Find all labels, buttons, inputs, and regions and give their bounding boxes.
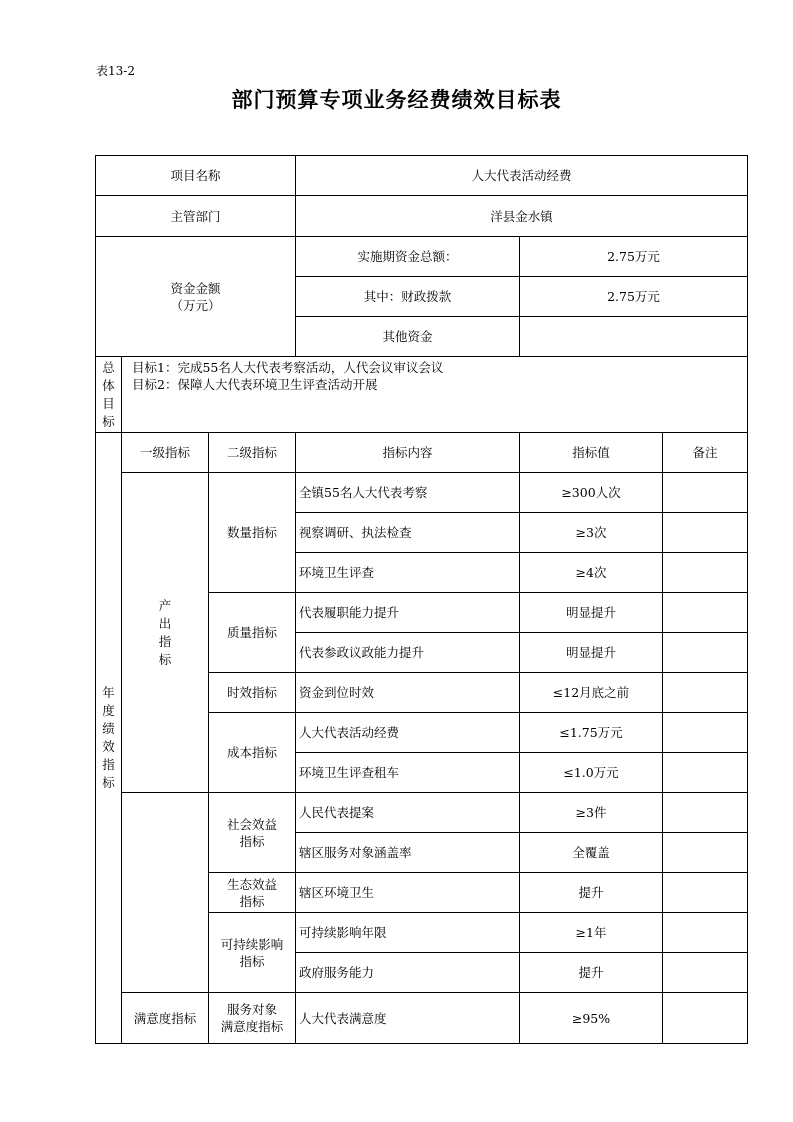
indicator-value: ≥95%	[520, 993, 663, 1044]
indicator-content: 人大代表满意度	[296, 993, 520, 1044]
indicator-remark	[663, 633, 748, 673]
service-satisfaction-label: 服务对象 满意度指标	[209, 993, 296, 1044]
sustain-label: 可持续影响 指标	[209, 913, 296, 993]
table-row	[96, 993, 748, 1044]
indicator-value: ≥1年	[520, 913, 663, 953]
cost-indicator-label: 成本指标	[209, 713, 296, 793]
indicator-content: 人民代表提案	[296, 793, 520, 833]
indicator-value: 提升	[520, 873, 663, 913]
indicator-remark	[663, 713, 748, 753]
table-number: 表13-2	[96, 64, 135, 78]
indicator-content: 政府服务能力	[296, 953, 520, 993]
indicator-remark	[663, 753, 748, 793]
header-level2: 二级指标	[209, 433, 296, 473]
funds-other-value	[520, 317, 748, 357]
indicator-value: 提升	[520, 953, 663, 993]
eco-benefit-label: 生态效益 指标	[209, 873, 296, 913]
indicator-value: ≥4次	[520, 553, 663, 593]
header-value: 指标值	[520, 433, 663, 473]
goal-2: 目标2：保障人大代表环境卫生评查活动开展	[132, 377, 378, 392]
funds-other-label: 其他资金	[296, 317, 520, 357]
quantity-indicator-label: 数量指标	[209, 473, 296, 593]
indicator-value: ≥300人次	[520, 473, 663, 513]
table-row	[96, 473, 748, 513]
social-benefit-label: 社会效益 指标	[209, 793, 296, 873]
indicator-header-row	[96, 433, 748, 473]
indicator-remark	[663, 913, 748, 953]
department-row	[96, 196, 748, 237]
timeliness-indicator-label: 时效指标	[209, 673, 296, 713]
indicator-content: 辖区服务对象涵盖率	[296, 833, 520, 873]
project-row	[96, 156, 748, 196]
indicator-remark	[663, 953, 748, 993]
indicator-content: 全镇55名人大代表考察	[296, 473, 520, 513]
indicator-content: 视察调研、执法检查	[296, 513, 520, 553]
indicator-remark	[663, 473, 748, 513]
indicator-value: 明显提升	[520, 633, 663, 673]
indicator-content: 代表履职能力提升	[296, 593, 520, 633]
header-content: 指标内容	[296, 433, 520, 473]
quality-indicator-label: 质量指标	[209, 593, 296, 673]
project-name-value: 人大代表活动经费	[296, 156, 748, 196]
funds-total-label: 实施期资金总额：	[296, 237, 520, 277]
indicator-value: ≤1.75万元	[520, 713, 663, 753]
indicator-content: 环境卫生评查	[296, 553, 520, 593]
header-remark: 备注	[663, 433, 748, 473]
funds-total-row	[96, 237, 748, 277]
table-row	[96, 793, 748, 833]
indicator-content: 可持续影响年限	[296, 913, 520, 953]
funds-fiscal-label: 其中：财政拨款	[296, 277, 520, 317]
indicator-content: 人大代表活动经费	[296, 713, 520, 753]
indicator-remark	[663, 513, 748, 553]
indicator-value: ≥3次	[520, 513, 663, 553]
indicator-remark	[663, 593, 748, 633]
annual-indicators-label: 年度绩效指标	[96, 433, 122, 1044]
indicator-remark	[663, 553, 748, 593]
indicator-remark	[663, 873, 748, 913]
department-value: 洋县金水镇	[296, 196, 748, 237]
indicator-value: 明显提升	[520, 593, 663, 633]
funds-total-value: 2.75万元	[520, 237, 748, 277]
indicator-content: 辖区环境卫生	[296, 873, 520, 913]
indicator-value: ≤12月底之前	[520, 673, 663, 713]
satisfaction-indicator-label: 满意度指标	[122, 993, 209, 1044]
indicator-content: 环境卫生评查租车	[296, 753, 520, 793]
indicator-content: 代表参政议政能力提升	[296, 633, 520, 673]
goals-label: 总体目标	[96, 357, 122, 433]
indicator-remark	[663, 993, 748, 1044]
department-label: 主管部门	[96, 196, 296, 237]
header-level1: 一级指标	[122, 433, 209, 473]
indicator-remark	[663, 673, 748, 713]
benefit-indicator-label	[122, 793, 209, 993]
indicator-remark	[663, 793, 748, 833]
funds-label: 资金金额 （万元）	[96, 237, 296, 357]
page-title: 部门预算专项业务经费绩效目标表	[231, 88, 562, 112]
goals-row	[96, 357, 748, 433]
project-name-label: 项目名称	[96, 156, 296, 196]
output-indicator-label: 产出指标	[122, 473, 209, 793]
indicator-content: 资金到位时效	[296, 673, 520, 713]
goal-1: 目标1：完成55名人大代表考察活动，人代会议审议会议	[132, 360, 444, 375]
funds-fiscal-value: 2.75万元	[520, 277, 748, 317]
goals-content	[122, 357, 748, 433]
performance-table	[95, 155, 748, 1044]
indicator-value: 全覆盖	[520, 833, 663, 873]
indicator-value: ≤1.0万元	[520, 753, 663, 793]
indicator-remark	[663, 833, 748, 873]
indicator-value: ≥3件	[520, 793, 663, 833]
